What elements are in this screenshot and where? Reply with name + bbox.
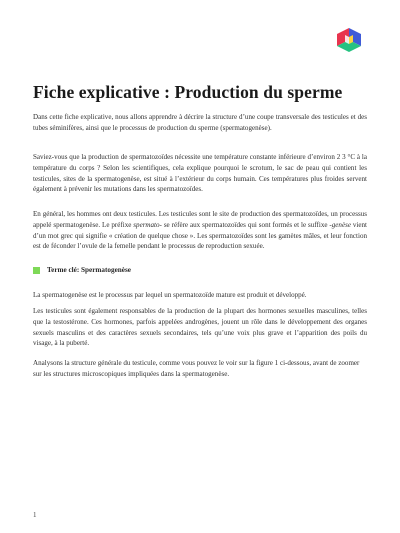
nagwa-logo-icon[interactable] xyxy=(336,27,362,53)
key-term-label: Terme clé: Spermatogenèse xyxy=(47,266,131,274)
page-number: 1 xyxy=(33,511,37,519)
temperature-paragraph: Saviez-vous que la production de spermatozoïdes nécessite une température constante inférieure d’environ 2 3 °C à la température du corps ? Selon les scientifiques, cela explique pourquoi le scrotum, le sac de peau qui contient les testicules, sites de la spermatogenèse, est situé à l’extérieur du corps humain. Ces températures plus froides servent également à prévenir les mutations dans les spermatozoïdes. xyxy=(33,153,367,194)
key-term-heading xyxy=(33,266,333,276)
page-title: Fiche explicative : Production du sperme xyxy=(33,82,343,102)
analysis-paragraph: Analysons la structure générale du testicule, comme vous pouvez le voir sur la figure 1 ci-dessous, avant de zoomer sur les structures microscopiques impliquées dans la spermatogenèse. xyxy=(33,359,360,378)
key-term-square-icon xyxy=(33,267,40,274)
hormones-paragraph: Les testicules sont également responsables de la production de la plupart des hormones sexuelles masculines, telles que la testostérone. Ces hormones, parfois appelées androgènes, jouent un rôle dans le développement des organes sexuels masculins et des caractères sexuels secondaires, tels qu’une voix plus grave et l’apparition des poils du visage, à la puberté. xyxy=(33,307,367,348)
testicles-paragraph: En général, les hommes ont deux testicules. Les testicules sont le site de production des spermatozoïdes, un processus appelé spermatogenèse. Le préfixe spermato- se réfère aux spermatozoïdes qui sont formés et le suffixe -genèse vient d’un mot grec qui signifie « création de quelque chose ». Les spermatozoïdes sont les gamètes mâles, et leur fonction est de féconder l’ovule de la femelle pendant le processus de reproduction sexuée. xyxy=(33,210,367,251)
intro-paragraph: Dans cette fiche explicative, nous allons apprendre à décrire la structure d’une coupe transversale des testicules et des tubes séminifères, ainsi que le processus de production du sperme (spermatogenèse). xyxy=(33,113,367,132)
definition-paragraph: La spermatogenèse est le processus par lequel un spermatozoïde mature est produit et développé. xyxy=(33,291,307,299)
